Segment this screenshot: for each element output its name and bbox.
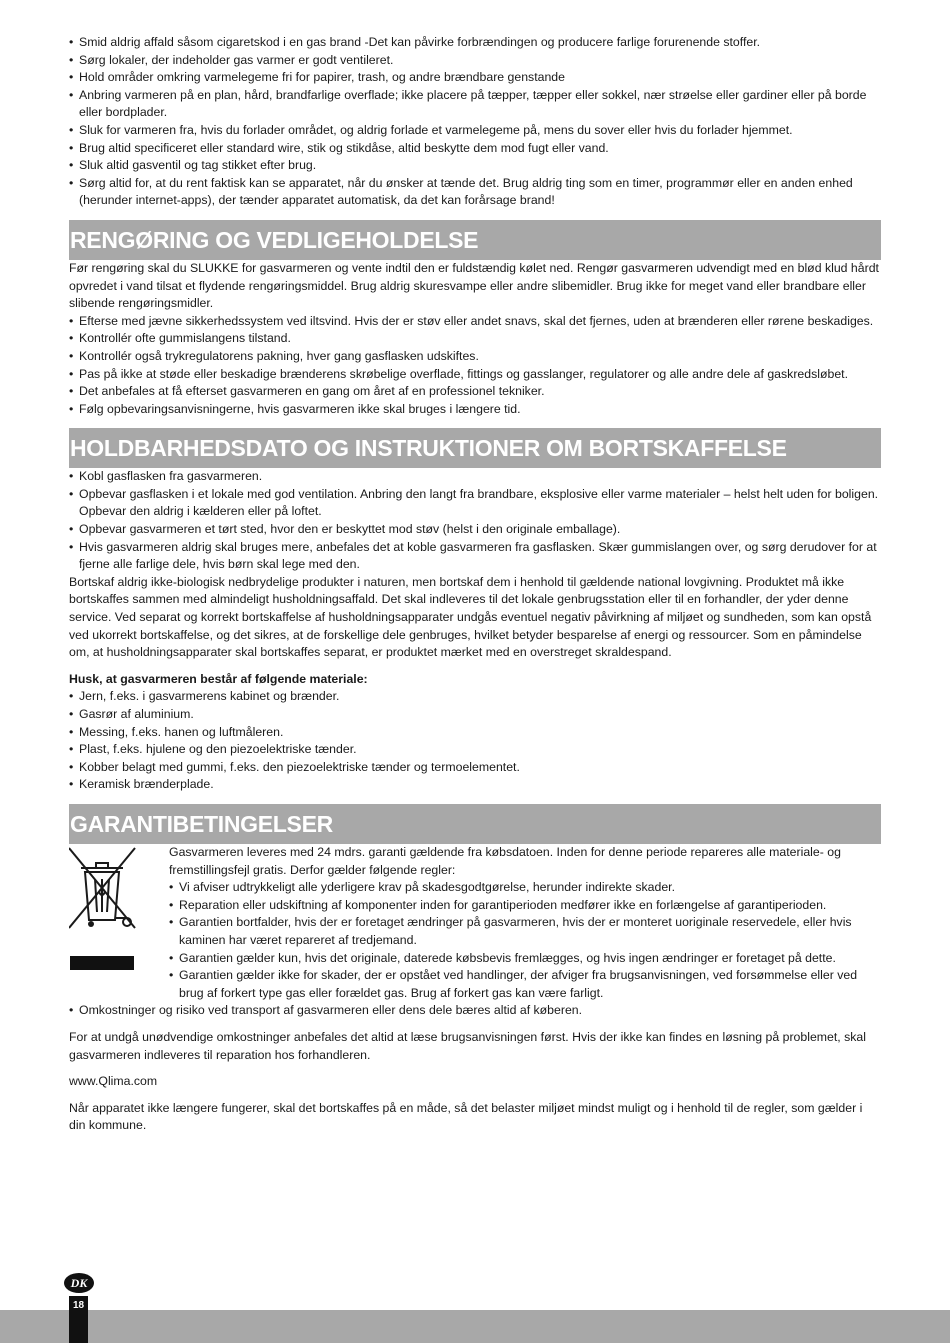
spacer bbox=[69, 1064, 881, 1073]
list-item: • Kobl gasflasken fra gasvarmeren. bbox=[69, 468, 881, 486]
list-item: • Sørg lokaler, der indeholder gas varmer er godt ventileret. bbox=[69, 52, 881, 70]
weee-crossed-bin-icon bbox=[69, 844, 169, 1002]
list-item: • Messing, f.eks. hanen og luftmåleren. bbox=[69, 724, 881, 742]
list-item: • Opbevar gasflasken i et lokale med god ventilation. Anbring den langt fra brandbare, eksplosive eller varme materialer – helst helt uden for boligen. Opbevar den aldrig i kælderen eller på loftet. bbox=[69, 486, 881, 521]
list-item: • Følg opbevaringsanvisningerne, hvis gasvarmeren ikke skal bruges i længere tid. bbox=[69, 401, 881, 419]
list-item: • Garantien gælder kun, hvis det originale, daterede købsbevis fremlægges, og hvis ingen ændringer er foretaget på dette. bbox=[169, 950, 881, 968]
page-content bbox=[69, 34, 881, 1135]
list-item: • Kontrollér ofte gummislangens tilstand. bbox=[69, 330, 881, 348]
disposal-paragraph: Bortskaf aldrig ikke-biologisk nedbrydelige produkter i naturen, men bortskaf dem i henhold til gældende national lovgivning. Produktet må ikke bortskaffes sammen med almindeligt husholdningsaffald. Det skal indleveres til det lokale genbrugsstation eller til en forhandler, der yder denne service. Ved separat og korrekt bortskaffelse af husholdningsapparater undgås eventuel negativ påvirkning af miljøet og sundheden, som kan opstå ved ukorrekt bortskaffelse, og det sikres, at de forskellige dele genbruges, hvilket betyder besparelse af energi og ressourcer. Som en påmindelse om, at husholdningsapparater skal bortskaffes separat, er produktet mærket med en overstreget skraldespand. bbox=[69, 574, 872, 660]
transport-bullet-list bbox=[69, 1002, 881, 1020]
list-item: • Brug altid specificeret eller standard wire, stik og stikdåse, altid beskytte dem mod fugt eller vand. bbox=[69, 140, 881, 158]
list-item: • Keramisk brænderplade. bbox=[69, 776, 881, 794]
language-badge: DK bbox=[64, 1273, 94, 1293]
list-item: • Sluk altid gasventil og tag stikket efter brug. bbox=[69, 157, 881, 175]
list-item: • Anbring varmeren på en plan, hård, brandfarlige overflade; ikke placere på tæpper, tæpper eller sokkel, nær strøelse eller gardiner eller på borde eller bordplader. bbox=[69, 87, 881, 122]
list-item: • Garantien bortfalder, hvis der er foretaget ændringer på gasvarmeren, hvis der er monteret uoriginale reservedele, eller hvis kaminen har været repareret af tredjemand. bbox=[169, 914, 881, 949]
spacer bbox=[69, 662, 881, 671]
list-item: • Omkostninger og risiko ved transport af gasvarmeren eller dens dele bæres altid af køberen. bbox=[69, 1002, 881, 1020]
cleaning-bullet-list bbox=[69, 313, 881, 419]
warranty-bullet-list bbox=[169, 879, 881, 1002]
spacer bbox=[69, 1020, 881, 1029]
end-of-life-note: Når apparatet ikke længere fungerer, skal det bortskaffes på en måde, så det belaster miljøet mindst muligt og i henhold til de regler, som gælder i din kommune. bbox=[69, 1100, 863, 1133]
disposal-bullet-list bbox=[69, 468, 881, 574]
list-item: • Reparation eller udskiftning af komponenter inden for garantiperioden medfører ikke en forlængelse af garantiperioden. bbox=[169, 897, 881, 915]
list-item: • Hvis gasvarmeren aldrig skal bruges mere, anbefales det at koble gasvarmeren fra gasflasken. Skær gummislangen over, og sørg derudover for at fjerne alle farlige dele, hvis børn skal lege med den. bbox=[69, 539, 881, 574]
cleaning-intro: Før rengøring skal du SLUKKE for gasvarmeren og vente indtil den er fuldstændig kølet ned. Rengør gasvarmeren udvendigt med en blød klud hårdt opvredet i vand tilsat et flydende rengøringsmiddel. Brug aldrig skuresvampe eller andre slibemidler. Brug ikke for meget vand eller brandbare eller slibende rengøringsmidler. bbox=[69, 260, 879, 311]
list-item: • Sørg altid for, at du rent faktisk kan se apparatet, når du ønsker at tænde det. Brug aldrig ting som en timer, programmør eller en anden enhed (herunder internet-apps), der tænder apparatet automatisk, da det kan forårsage brand! bbox=[69, 175, 881, 210]
list-item: • Garantien gælder ikke for skader, der er opstået ved handlinger, der afviger fra brugsanvisningen, ved forsømmelse eller ved brug af forkert type gas eller forældet gas. Brug af forkert gas kan være farligt. bbox=[169, 967, 881, 1002]
list-item: • Sluk for varmeren fra, hvis du forlader området, og aldrig forlade et varmelegeme på, mens du sover eller hvis du forlader hjemmet. bbox=[69, 122, 881, 140]
intro-bullet-list bbox=[69, 34, 881, 210]
materials-list bbox=[69, 688, 881, 794]
website-link[interactable]: www.Qlima.com bbox=[69, 1074, 158, 1089]
footer-bar bbox=[0, 1310, 950, 1343]
spacer bbox=[69, 1091, 881, 1100]
section-heading-disposal: HOLDBARHEDSDATO OG INSTRUKTIONER OM BORTSKAFFELSE bbox=[69, 428, 881, 468]
list-item: • Jern, f.eks. i gasvarmerens kabinet og brænder. bbox=[69, 688, 881, 706]
list-item: • Vi afviser udtrykkeligt alle yderligere krav på skadesgodtgørelse, herunder indirekte skader. bbox=[169, 879, 881, 897]
list-item: • Opbevar gasvarmeren et tørt sted, hvor den er beskyttet mod støv (helst i den originale emballage). bbox=[69, 521, 881, 539]
list-item: • Smid aldrig affald såsom cigaretskod i en gas brand -Det kan påvirke forbrændingen og producere farlige forurenende stoffer. bbox=[69, 34, 881, 52]
warranty-block bbox=[69, 844, 881, 1002]
materials-heading: Husk, at gasvarmeren består af følgende materiale: bbox=[69, 671, 368, 686]
list-item: • Pas på ikke at støde eller beskadige brænderens skrøbelige overflade, fittings og gasslanger, regulatorer og alle andre dele af gaskredsløbet. bbox=[69, 366, 881, 384]
page-number: 18 bbox=[72, 1300, 85, 1311]
warranty-text bbox=[169, 844, 881, 1002]
list-item: • Kontrollér også trykregulatorens pakning, hver gang gasflasken udskiftes. bbox=[69, 348, 881, 366]
list-item: • Efterse med jævne sikkerhedssystem ved iltsvind. Hvis der er støv eller andet snavs, skal det fjernes, uden at brænderen eller rørene beskadiges. bbox=[69, 313, 881, 331]
list-item: • Plast, f.eks. hjulene og den piezoelektriske tænder. bbox=[69, 741, 881, 759]
list-item: • Gasrør af aluminium. bbox=[69, 706, 881, 724]
warranty-intro: Gasvarmeren leveres med 24 mdrs. garanti gældende fra købsdatoen. Inden for denne periode repareres alle materiale- og fremstillingsfejl gratis. Derfor gælder følgende regler: bbox=[169, 844, 841, 877]
warranty-advice: For at undgå unødvendige omkostninger anbefales det altid at læse brugsanvisningen først. Hvis der ikke kan findes en løsning på problemet, skal gasvarmeren indleveres til reparation hos forhandleren. bbox=[69, 1029, 867, 1062]
list-item: • Hold områder omkring varmelegeme fri for papirer, trash, og andre brændbare genstande bbox=[69, 69, 881, 87]
section-heading-cleaning: RENGØRING OG VEDLIGEHOLDELSE bbox=[69, 220, 881, 260]
list-item: • Det anbefales at få efterset gasvarmeren en gang om året af en professionel tekniker. bbox=[69, 383, 881, 401]
section-heading-warranty: GARANTIBETINGELSER bbox=[69, 804, 881, 844]
list-item: • Kobber belagt med gummi, f.eks. den piezoelektriske tænder og termoelementet. bbox=[69, 759, 881, 777]
